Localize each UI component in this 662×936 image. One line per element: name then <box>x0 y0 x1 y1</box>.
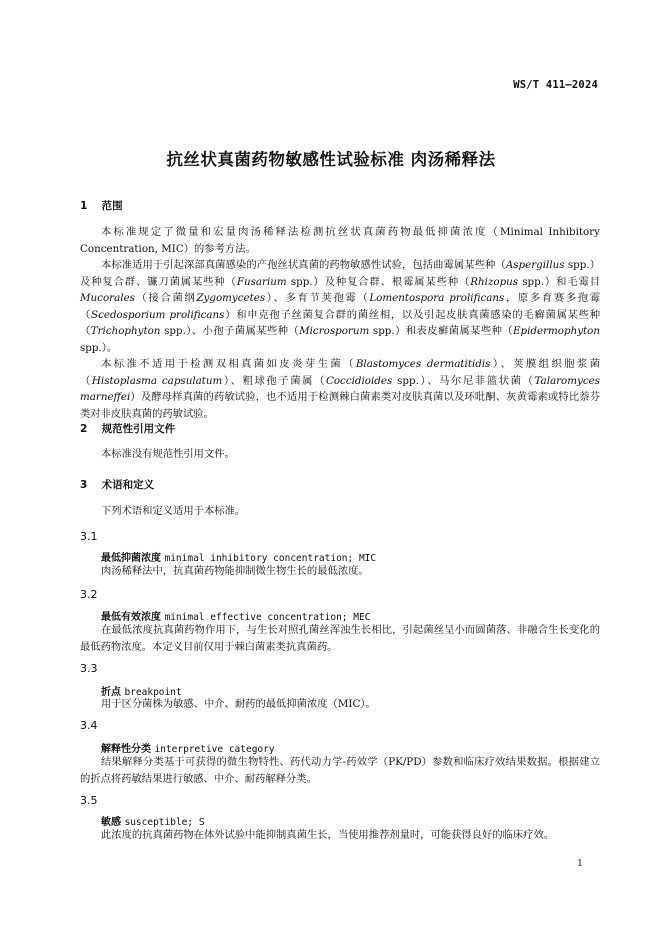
term-definition: 结果解释分类基于可获得的微生物特性、药代动力学-药效学（PK/PD）参数和临床疗效结果数据。根据建立的折点将药敏结果进行敏感、中介、耐药解释分类。 <box>80 756 600 785</box>
term-number: 3.3 <box>80 662 98 675</box>
term-number: 3.2 <box>80 588 98 601</box>
term-en: breakpoint <box>124 687 182 698</box>
standard-code: WS/T 411—2024 <box>513 79 598 91</box>
term-en: minimal effective concentration; MEC <box>164 612 371 623</box>
term-zh: 敏感 <box>101 817 121 828</box>
term-number: 3.5 <box>80 794 98 807</box>
term-heading <box>101 608 370 623</box>
term-definition: 此浓度的抗真菌药物在体外试验中能抑制真菌生长，当使用推荐剂量时，可能获得良好的临床疗效。 <box>101 829 555 841</box>
section-heading-terms <box>80 477 154 492</box>
term-en: minimal inhibitory concentration; MIC <box>164 553 377 564</box>
term-en: susceptible; S <box>124 817 205 828</box>
terms-intro: 下列术语和定义适用于本标准。 <box>101 505 246 517</box>
term-zh: 最低有效浓度 <box>101 612 161 623</box>
term-zh: 最低抑菌浓度 <box>101 553 161 564</box>
section-heading-scope <box>80 198 123 213</box>
page-number: 1 <box>576 858 583 869</box>
term-heading <box>101 549 376 564</box>
normative-paragraph: 本标准没有规范性引用文件。 <box>101 448 235 460</box>
term-en: interpretive category <box>154 744 275 755</box>
term-heading <box>101 740 275 755</box>
term-definition: 在最低浓度抗真菌药物作用下，与生长对照孔菌丝浑浊生长相比，引起菌丝呈小而圆菌落、非融合生长变化的最低药物浓度。本定义目前仅用于棘白菌素类抗真菌药。 <box>80 624 600 653</box>
section-number: 2 <box>80 423 88 435</box>
term-number: 3.1 <box>80 530 98 543</box>
term-definition: 肉汤稀释法中，抗真菌药物能抑制微生物生长的最低浓度。 <box>101 565 369 577</box>
term-definition: 用于区分菌株为敏感、中介、耐药的最低抑菌浓度（MIC）。 <box>101 698 376 710</box>
term-heading <box>101 813 205 828</box>
section-number: 1 <box>80 200 88 212</box>
section-heading-normative-references <box>80 421 175 436</box>
section-title: 范围 <box>101 200 123 212</box>
document-title: 抗丝状真菌药物敏感性试验标准 肉汤稀释法 <box>166 150 496 169</box>
term-zh: 解释性分类 <box>101 744 151 755</box>
scope-paragraph-2: 本标准适用于引起深部真菌感染的产孢丝状真菌的药物敏感性试验，包括曲霉属某些种（Aspergillus spp.）及种复合群、镰刀菌属某些种（Fusarium spp.）及种复合群、根霉属某些种（Rhizopus spp.）和毛霉目Mucorales（接合菌纲Zygomycetes）、多育节荚孢霉（Lomentospora prolificans，原多育赛多孢霉（Scedosporium prolificans）和申克孢子丝菌复合群的菌丝相，以及引起皮肤真菌感染的毛癣菌属某些种（Trichophyton spp.）、小孢子菌属某些种（Microsporum spp.）和表皮癣菌属某些种（Epidermophyton spp.）。 <box>80 259 601 354</box>
section-title: 规范性引用文件 <box>101 423 176 435</box>
section-number: 3 <box>80 479 88 491</box>
section-title: 术语和定义 <box>101 479 155 491</box>
term-number: 3.4 <box>80 719 98 732</box>
scope-paragraph-1: 本标准规定了微量和宏量肉汤稀释法检测抗丝状真菌药物最低抑菌浓度（Minimal Inhibitory Concentration, MIC）的参考方法。 <box>80 226 600 255</box>
scope-paragraph-3: 本标准不适用于检测双相真菌如皮炎芽生菌（Blastomyces dermatitidis）、荚膜组织胞浆菌（Histoplasma capsulatum）、粗球孢子菌属（Coccidioides spp.）、马尔尼菲篮状菌（Talaromyces marneffei）及酵母样真菌的药敏试验，也不适用于检测棘白菌素类对皮肤真菌以及环吡酮、灰黄霉素或特比萘芬类对非皮肤真菌的药敏试验。 <box>80 358 600 420</box>
term-zh: 折点 <box>101 687 121 698</box>
